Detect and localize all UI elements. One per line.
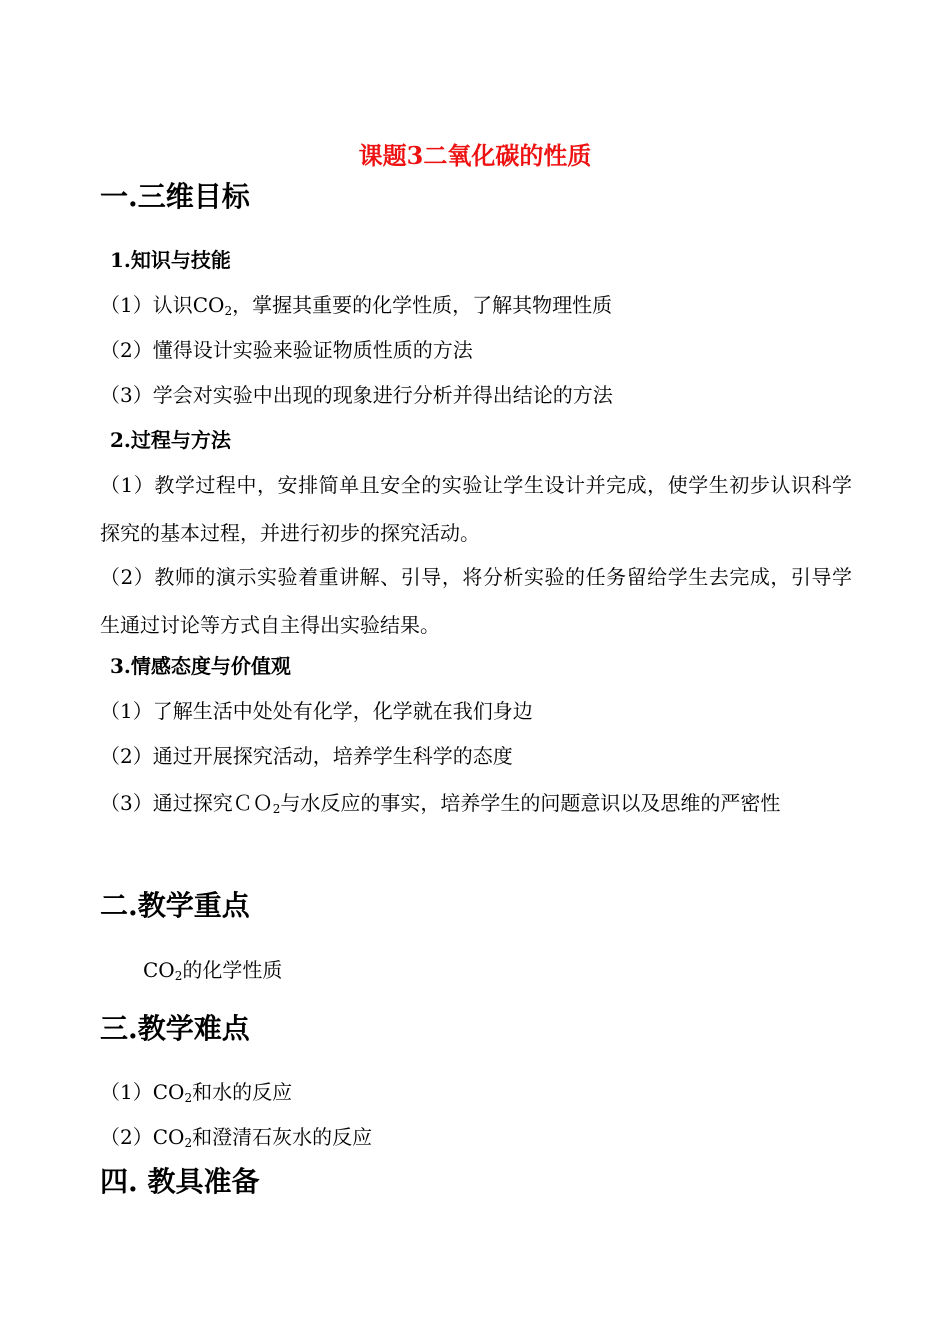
knowledge-item-1: （1）认识$CO_2$，掌握其重要的化学性质，了解其物理性质 xyxy=(100,293,613,318)
attitude-item-3: （3）通过探究ＣＯ$_2$与水反应的事实，培养学生的问题意识以及思维的严密性 xyxy=(100,791,781,816)
subsection-heading-attitude: 3.情感态度与价值观 xyxy=(110,654,291,678)
process-item-1: （1）教学过程中，安排简单且安全的实验让学生设计并完成，使学生初步认识科学探究的基本过程，并进行初步的探究活动。 xyxy=(100,473,852,545)
attitude-item-1: （1）了解生活中处处有化学，化学就在我们身边 xyxy=(100,699,533,723)
section-heading-materials: 四. 教具准备 xyxy=(100,1165,260,1198)
difficulty-item-2: $(2)CO_2$和澄清石灰水的反应 xyxy=(100,1125,373,1150)
section-heading-difficulties: 三.教学难点 xyxy=(100,1012,250,1045)
knowledge-item-3: （3）学会对实验中出现的现象进行分析并得出结论的方法 xyxy=(100,383,613,407)
subsection-heading-knowledge: 1.知识与技能 xyxy=(110,248,231,272)
subsection-heading-process: 2.过程与方法 xyxy=(110,428,231,452)
section-heading-goals: 一.三维目标 xyxy=(100,180,250,213)
key-point-item: $CO_2$的化学性质 xyxy=(143,958,283,983)
knowledge-item-2: （2）懂得设计实验来验证物质性质的方法 xyxy=(100,338,473,362)
document-title: 课题3二氧化碳的性质 xyxy=(358,141,592,170)
section-heading-key-points: 二.教学重点 xyxy=(100,889,250,922)
difficulty-item-1: $(1)CO_2$和水的反应 xyxy=(100,1080,293,1105)
process-item-2: （2）教师的演示实验着重讲解、引导，将分析实验的任务留给学生去完成，引导学生通过讨论等方式自主得出实验结果。 xyxy=(100,565,852,637)
attitude-item-2: （2）通过开展探究活动，培养学生科学的态度 xyxy=(100,744,513,768)
